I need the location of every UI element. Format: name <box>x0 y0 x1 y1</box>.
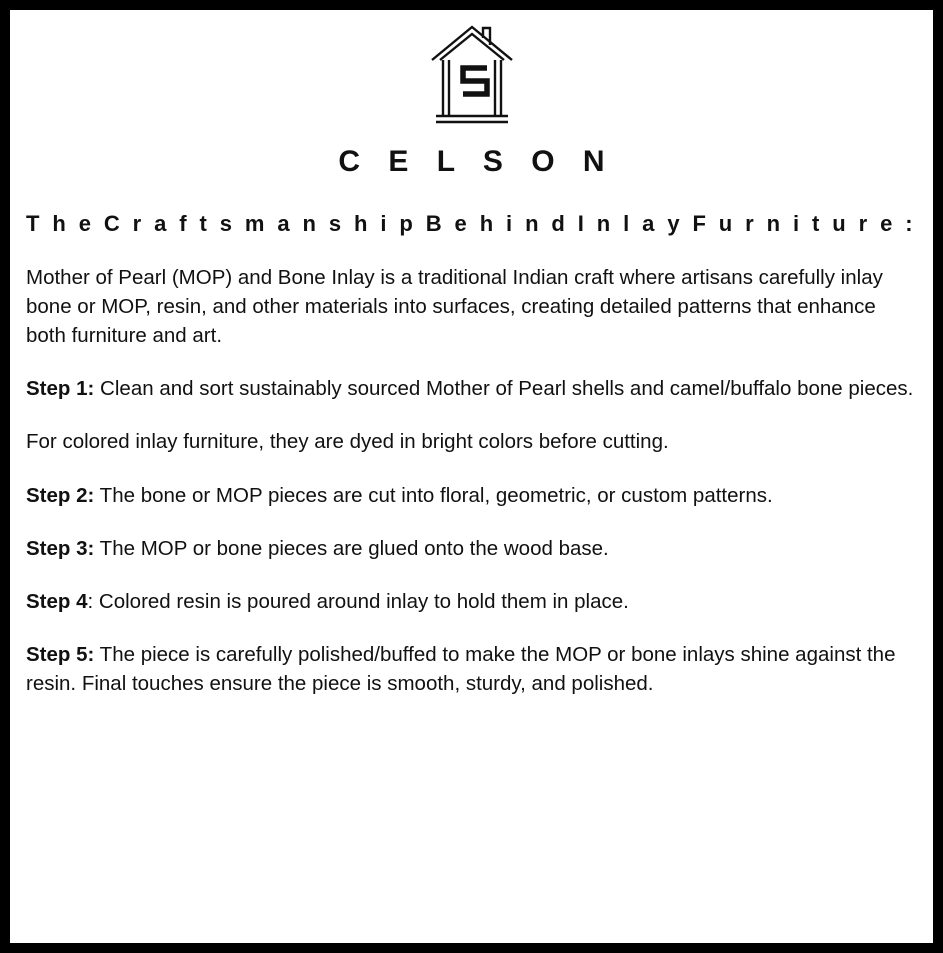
document-body <box>26 263 917 698</box>
step-5-text: The piece is carefully polished/buffed to make the MOP or bone inlays shine against the resin. Final touches ensure the piece is smooth, sturdy, and polished. <box>26 642 896 695</box>
brand-name: C E L S O N <box>338 145 615 178</box>
page-title: T h e C r a f t s m a n s h i p B e h i n d I n l a y F u r n i t u r e : <box>26 211 916 236</box>
step-4-text: : Colored resin is poured around inlay to hold them in place. <box>87 589 629 613</box>
step-3-text: The MOP or bone pieces are glued onto the wood base. <box>94 536 609 560</box>
step-1-label: Step 1: <box>26 377 95 401</box>
color-note-paragraph: For colored inlay furniture, they are dyed in bright colors before cutting. <box>26 430 669 454</box>
step-3-label: Step 3: <box>26 536 95 560</box>
step-1-paragraph <box>26 374 917 403</box>
house-monogram-logo-icon <box>426 24 518 124</box>
step-5-label: Step 5: <box>26 642 95 666</box>
step-2-text: The bone or MOP pieces are cut into floral, geometric, or custom patterns. <box>94 483 773 507</box>
step-2-label: Step 2: <box>26 483 95 507</box>
intro-paragraph: Mother of Pearl (MOP) and Bone Inlay is a traditional Indian craft where artisans carefully inlay bone or MOP, resin, and other materials into surfaces, creating detailed patterns that enhance both furniture and art. <box>26 266 883 348</box>
step-4-label: Step 4 <box>26 589 88 613</box>
step-4-paragraph <box>26 587 917 616</box>
step-3-paragraph <box>26 534 917 563</box>
step-1-text: Clean and sort sustainably sourced Mother of Pearl shells and camel/buffalo bone pieces. <box>94 377 914 401</box>
step-5-paragraph <box>26 640 917 698</box>
step-2-paragraph <box>26 481 917 510</box>
brand-header <box>26 20 917 179</box>
